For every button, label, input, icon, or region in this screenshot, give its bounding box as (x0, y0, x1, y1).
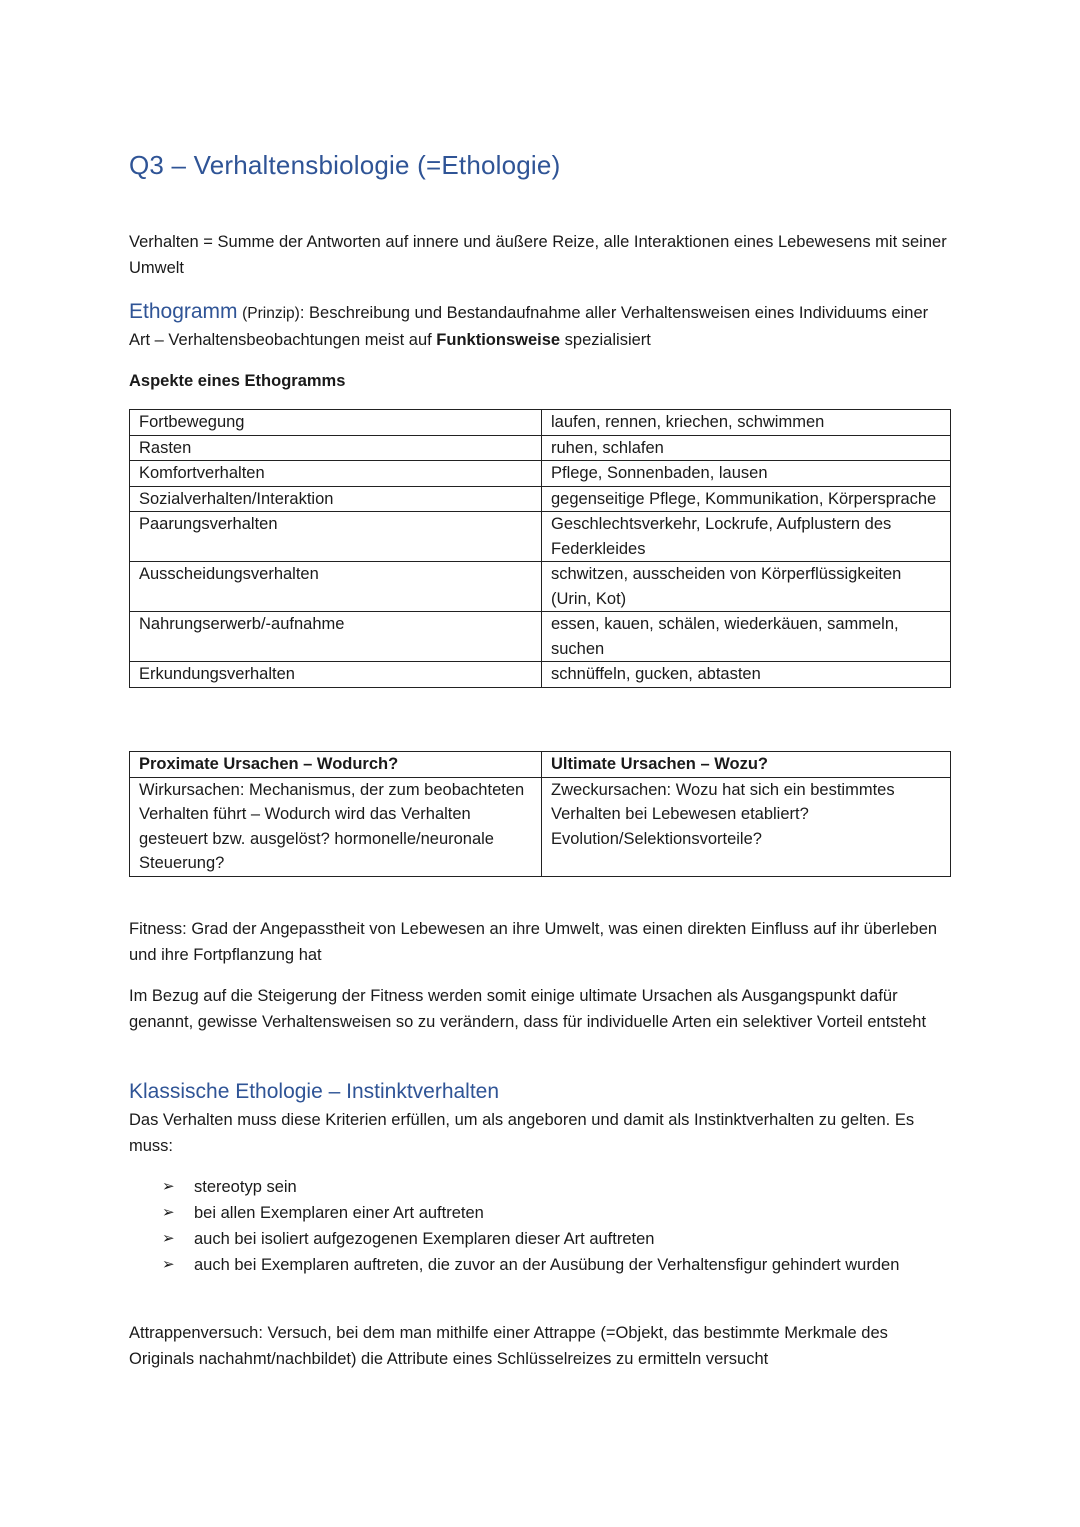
examples-cell: laufen, rennen, kriechen, schwimmen (542, 410, 951, 436)
aspect-cell: Erkundungsverhalten (130, 662, 542, 688)
ethogramm-text-a: : Beschreibung und Bestandaufnahme aller Verhaltensweisen eines Individuums einer Art – Verhaltensbeobachtungen meist auf (129, 304, 929, 349)
aspect-cell: Komfortverhalten (130, 461, 542, 487)
criterion-text: bei allen Exemplaren einer Art auftreten (194, 1204, 484, 1222)
aspekte-heading: Aspekte eines Ethogramms (129, 372, 346, 390)
table-row (130, 486, 951, 512)
table-row (130, 435, 951, 461)
verhalten-definition: Verhalten = Summe der Antworten auf innere und äußere Reize, alle Interaktionen eines Lebewesens mit seiner Umwelt (129, 233, 947, 277)
table-row (130, 662, 951, 688)
aspect-cell: Fortbewegung (130, 410, 542, 436)
attrappenversuch-definition: Attrappenversuch: Versuch, bei dem man mithilfe einer Attrappe (=Objekt, das bestimmte Merkmale des Originals nachahmt/nachbildet) die Attribute eines Schlüsselreizes zu ermitteln versucht (129, 1324, 888, 1368)
examples-cell: essen, kauen, schälen, wiederkäuen, sammeln, suchen (542, 612, 951, 662)
examples-cell: schwitzen, ausscheiden von Körperflüssigkeiten (Urin, Kot) (542, 562, 951, 612)
table-row (130, 410, 951, 436)
klassische-ethologie-intro: Das Verhalten muss diese Kriterien erfüllen, um als angeboren und damit als Instinktverhalten zu gelten. Es muss: (129, 1111, 915, 1155)
arrow-bullet-icon: ➢ (162, 1230, 175, 1247)
examples-cell: Pflege, Sonnenbaden, lausen (542, 461, 951, 487)
ultimate-header: Ultimate Ursachen – Wozu? (542, 752, 951, 778)
aspect-cell: Nahrungserwerb/-aufnahme (130, 612, 542, 662)
examples-cell: Geschlechtsverkehr, Lockrufe, Aufplustern des Federkleides (542, 512, 951, 562)
fitness-definition: Fitness: Grad der Angepasstheit von Lebewesen an ihre Umwelt, was einen direkten Einfluss auf ihr überleben und ihre Fortpflanzung hat (129, 920, 938, 964)
table-header-row (130, 752, 951, 778)
ethogramm-heading: Ethogramm (129, 300, 238, 323)
aspect-cell: Paarungsverhalten (130, 512, 542, 562)
page-title: Q3 – Verhaltensbiologie (=Ethologie) (129, 150, 561, 180)
arrow-bullet-icon: ➢ (162, 1204, 175, 1221)
klassische-ethologie-heading: Klassische Ethologie – Instinktverhalten (129, 1080, 500, 1103)
aspekte-table (129, 409, 951, 688)
examples-cell: schnüffeln, gucken, abtasten (542, 662, 951, 688)
aspect-cell: Rasten (130, 435, 542, 461)
examples-cell: ruhen, schlafen (542, 435, 951, 461)
table-row (130, 512, 951, 562)
examples-cell: gegenseitige Pflege, Kommunikation, Körpersprache (542, 486, 951, 512)
list-item (162, 1174, 952, 1200)
fitness-bezug: Im Bezug auf die Steigerung der Fitness werden somit einige ultimate Ursachen als Ausgangspunkt dafür genannt, gewisse Verhaltensweisen so zu verändern, dass für individuelle Arten ein selektiver Vorteil entsteht (129, 987, 927, 1031)
list-item (162, 1252, 952, 1278)
ethogramm-text-b: spezialisiert (560, 331, 651, 349)
list-item (162, 1200, 952, 1226)
proximate-text: Wirkursachen: Mechanismus, der zum beobachteten Verhalten führt – Wodurch wird das Verhalten gesteuert bzw. ausgelöst? hormonelle/neuronale Steuerung? (130, 777, 542, 876)
ethogramm-qualifier: (Prinzip) (242, 305, 300, 322)
aspect-cell: Sozialverhalten/Interaktion (130, 486, 542, 512)
criterion-text: stereotyp sein (194, 1178, 297, 1196)
ethogramm-text-bold: Funktionsweise (436, 331, 561, 349)
list-item (162, 1226, 952, 1252)
criterion-text: auch bei Exemplaren auftreten, die zuvor an der Ausübung der Verhaltensfigur gehindert wurden (194, 1256, 900, 1274)
criterion-text: auch bei isoliert aufgezogenen Exemplaren dieser Art auftreten (194, 1230, 655, 1248)
arrow-bullet-icon: ➢ (162, 1256, 175, 1273)
arrow-bullet-icon: ➢ (162, 1178, 175, 1195)
ultimate-text: Zweckursachen: Wozu hat sich ein bestimmtes Verhalten bei Lebewesen etabliert? Evolution/Selektionsvorteile? (542, 777, 951, 876)
criteria-list (162, 1174, 952, 1278)
table-row (130, 461, 951, 487)
proximate-header: Proximate Ursachen – Wodurch? (130, 752, 542, 778)
table-row (130, 612, 951, 662)
table-row (130, 562, 951, 612)
aspekte-table-body (130, 410, 951, 688)
ursachen-table (129, 751, 951, 877)
ethogramm-paragraph (129, 299, 951, 353)
aspect-cell: Ausscheidungsverhalten (130, 562, 542, 612)
table-row (130, 777, 951, 876)
